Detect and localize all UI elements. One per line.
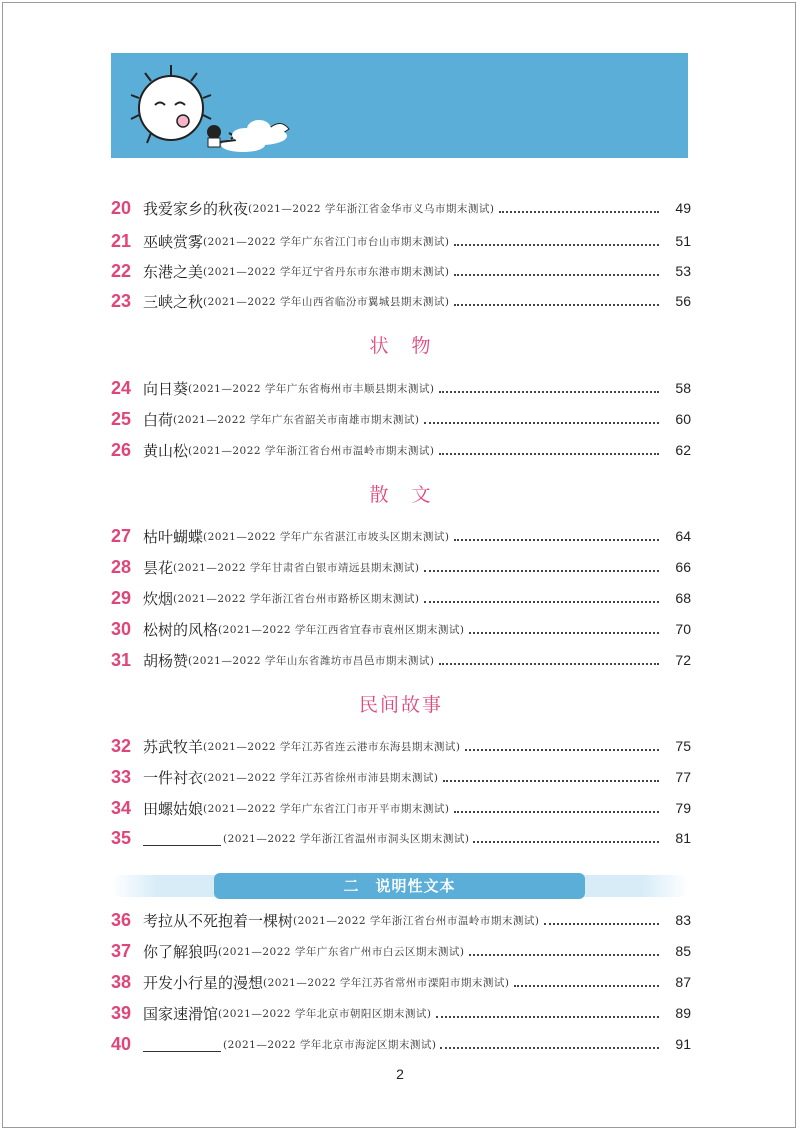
section-heading-sanwen: 散 文 <box>369 484 433 506</box>
toc-entry-26[interactable] <box>111 438 691 462</box>
entry-title: 松树的风格 <box>143 620 219 639</box>
leader-dots <box>440 1039 659 1049</box>
entry-title: 昙花 <box>143 558 174 577</box>
title-blank-line[interactable] <box>143 831 221 846</box>
entry-source: (2021—2022 学年辽宁省丹东市东港市期末测试) <box>203 265 450 278</box>
entry-number: 37 <box>111 940 132 961</box>
entry-page: 56 <box>675 293 691 309</box>
entry-page: 58 <box>675 380 691 396</box>
leader-dots <box>454 266 660 276</box>
entry-title: 黄山松 <box>143 441 189 460</box>
leader-dots <box>436 1008 660 1018</box>
entry-number: 22 <box>111 260 132 281</box>
entry-number: 28 <box>111 556 132 577</box>
entry-number: 25 <box>111 408 132 429</box>
leader-dots <box>443 772 660 782</box>
entry-source: (2021—2022 学年广东省湛江市坡头区期末测试) <box>203 530 450 543</box>
part-title: 二 说明性文本 <box>343 877 456 895</box>
entry-title: 苏武牧羊 <box>143 737 204 756</box>
entry-title: 一件衬衣 <box>143 768 204 787</box>
entry-number: 26 <box>111 439 132 460</box>
entry-page: 60 <box>675 411 691 427</box>
entry-source: (2021—2022 学年江苏省连云港市东海县期末测试) <box>203 740 461 753</box>
entry-source: (2021—2022 学年北京市海淀区期末测试) <box>223 1038 437 1051</box>
entry-page: 49 <box>675 200 691 216</box>
entry-number: 39 <box>111 1002 132 1023</box>
sun-illustration <box>111 53 688 158</box>
entry-title: 白荷 <box>143 410 174 429</box>
leader-dots <box>469 946 660 956</box>
entry-source: (2021—2022 学年浙江省台州市温岭市期末测试) <box>293 914 540 927</box>
title-blank-line[interactable] <box>143 1037 221 1052</box>
section-heading-zhuangwu: 状 物 <box>369 335 433 357</box>
toc-entry-30[interactable] <box>111 617 691 641</box>
toc-entry-22[interactable] <box>111 259 691 283</box>
entry-title: 你了解狼吗 <box>143 942 219 961</box>
entry-page: 81 <box>675 830 691 846</box>
entry-source: (2021—2022 学年浙江省台州市温岭市期末测试) <box>188 444 435 457</box>
leader-dots <box>424 414 660 424</box>
leader-dots <box>424 562 660 572</box>
entry-title: 考拉从不死抱着一棵树 <box>143 911 294 930</box>
entry-source: (2021—2022 学年广东省江门市开平市期末测试) <box>203 802 450 815</box>
header-banner <box>111 53 688 158</box>
entry-number: 36 <box>111 909 132 930</box>
section-heading-minjian-gushi: 民间故事 <box>358 694 443 716</box>
entry-number: 34 <box>111 797 132 818</box>
entry-source: (2021—2022 学年广东省广州市白云区期末测试) <box>218 945 465 958</box>
toc-entry-28[interactable] <box>111 555 691 579</box>
entry-source: (2021—2022 学年广东省韶关市南雄市期末测试) <box>173 413 420 426</box>
entry-page: 62 <box>675 442 691 458</box>
leader-dots <box>454 296 660 306</box>
leader-dots <box>499 203 660 213</box>
toc-entry-40[interactable] <box>111 1032 691 1056</box>
entry-page: 89 <box>675 1005 691 1021</box>
entry-number: 27 <box>111 525 132 546</box>
entry-page: 72 <box>675 652 691 668</box>
entry-source: (2021—2022 学年甘肃省白银市靖远县期末测试) <box>173 561 420 574</box>
entry-page: 75 <box>675 738 691 754</box>
entry-source: (2021—2022 学年江苏省徐州市沛县期末测试) <box>203 771 439 784</box>
entry-source: (2021—2022 学年北京市朝阳区期末测试) <box>218 1007 432 1020</box>
leader-dots <box>514 977 660 987</box>
toc-entry-20[interactable] <box>111 196 691 220</box>
entry-page: 64 <box>675 528 691 544</box>
entry-source: (2021—2022 学年江西省宜春市袁州区期末测试) <box>218 623 465 636</box>
entry-page: 51 <box>675 233 691 249</box>
toc-entry-36[interactable] <box>111 908 691 932</box>
entry-number: 29 <box>111 587 132 608</box>
entry-title: 向日葵 <box>143 379 189 398</box>
leader-dots <box>454 236 660 246</box>
toc-entry-21[interactable] <box>111 229 691 253</box>
entry-page: 66 <box>675 559 691 575</box>
entry-page: 83 <box>675 912 691 928</box>
entry-page: 77 <box>675 769 691 785</box>
leader-dots <box>473 833 659 843</box>
leader-dots <box>454 531 660 541</box>
toc-entry-24[interactable] <box>111 376 691 400</box>
entry-number: 24 <box>111 377 132 398</box>
entry-page: 70 <box>675 621 691 637</box>
entry-title: 开发小行星的漫想 <box>143 973 264 992</box>
entry-source: (2021—2022 学年江苏省常州市溧阳市期末测试) <box>263 976 510 989</box>
entry-title: 田螺姑娘 <box>143 799 204 818</box>
toc-entry-39[interactable] <box>111 1001 691 1025</box>
entry-page: 53 <box>675 263 691 279</box>
entry-source: (2021—2022 学年浙江省台州市路桥区期末测试) <box>173 592 420 605</box>
toc-entry-29[interactable] <box>111 586 691 610</box>
entry-source: (2021—2022 学年浙江省温州市洞头区期末测试) <box>223 832 470 845</box>
entry-number: 32 <box>111 735 132 756</box>
toc-entry-35[interactable] <box>111 826 691 850</box>
entry-number: 35 <box>111 827 132 848</box>
entry-number: 21 <box>111 230 132 251</box>
leader-dots <box>439 383 660 393</box>
leader-dots <box>439 445 660 455</box>
entry-title: 胡杨赞 <box>143 651 189 670</box>
leader-dots <box>424 593 660 603</box>
entry-title: 国家速滑馆 <box>143 1004 219 1023</box>
entry-source: (2021—2022 学年浙江省金华市义乌市期末测试) <box>248 202 495 215</box>
toc-entry-33[interactable] <box>111 765 691 789</box>
entry-number: 30 <box>111 618 132 639</box>
toc-entry-34[interactable] <box>111 796 691 820</box>
toc-entry-32[interactable] <box>111 734 691 758</box>
entry-source: (2021—2022 学年广东省江门市台山市期末测试) <box>203 235 450 248</box>
entry-title: 东港之美 <box>143 262 204 281</box>
toc-entry-31[interactable] <box>111 648 691 672</box>
entry-page: 85 <box>675 943 691 959</box>
leader-dots <box>544 915 660 925</box>
entry-page: 79 <box>675 800 691 816</box>
entry-title: 我爱家乡的秋夜 <box>143 199 249 218</box>
entry-title: 三峡之秋 <box>143 292 204 311</box>
toc-entry-27[interactable] <box>111 524 691 548</box>
leader-dots <box>454 803 660 813</box>
entry-source: (2021—2022 学年广东省梅州市丰顺县期末测试) <box>188 382 435 395</box>
entry-number: 31 <box>111 649 132 670</box>
part-pill <box>214 873 585 899</box>
entry-number: 20 <box>111 197 132 218</box>
page-number: 2 <box>396 1066 404 1082</box>
entry-number: 40 <box>111 1033 132 1054</box>
entry-title: 巫峡赏雾 <box>143 232 204 251</box>
leader-dots <box>469 624 660 634</box>
toc-entry-23[interactable] <box>111 289 691 313</box>
entry-source: (2021—2022 学年山东省潍坊市昌邑市期末测试) <box>188 654 435 667</box>
entry-title: 枯叶蝴蝶 <box>143 527 204 546</box>
entry-title: 炊烟 <box>143 589 174 608</box>
entry-number: 23 <box>111 290 132 311</box>
toc-entry-37[interactable] <box>111 939 691 963</box>
toc-entry-38[interactable] <box>111 970 691 994</box>
leader-dots <box>439 655 660 665</box>
entry-source: (2021—2022 学年山西省临汾市翼城县期末测试) <box>203 295 450 308</box>
part-heading-bar <box>111 873 691 899</box>
entry-page: 87 <box>675 974 691 990</box>
leader-dots <box>465 741 660 751</box>
entry-page: 68 <box>675 590 691 606</box>
entry-number: 33 <box>111 766 132 787</box>
entry-number: 38 <box>111 971 132 992</box>
entry-page: 91 <box>675 1036 691 1052</box>
toc-entry-25[interactable] <box>111 407 691 431</box>
